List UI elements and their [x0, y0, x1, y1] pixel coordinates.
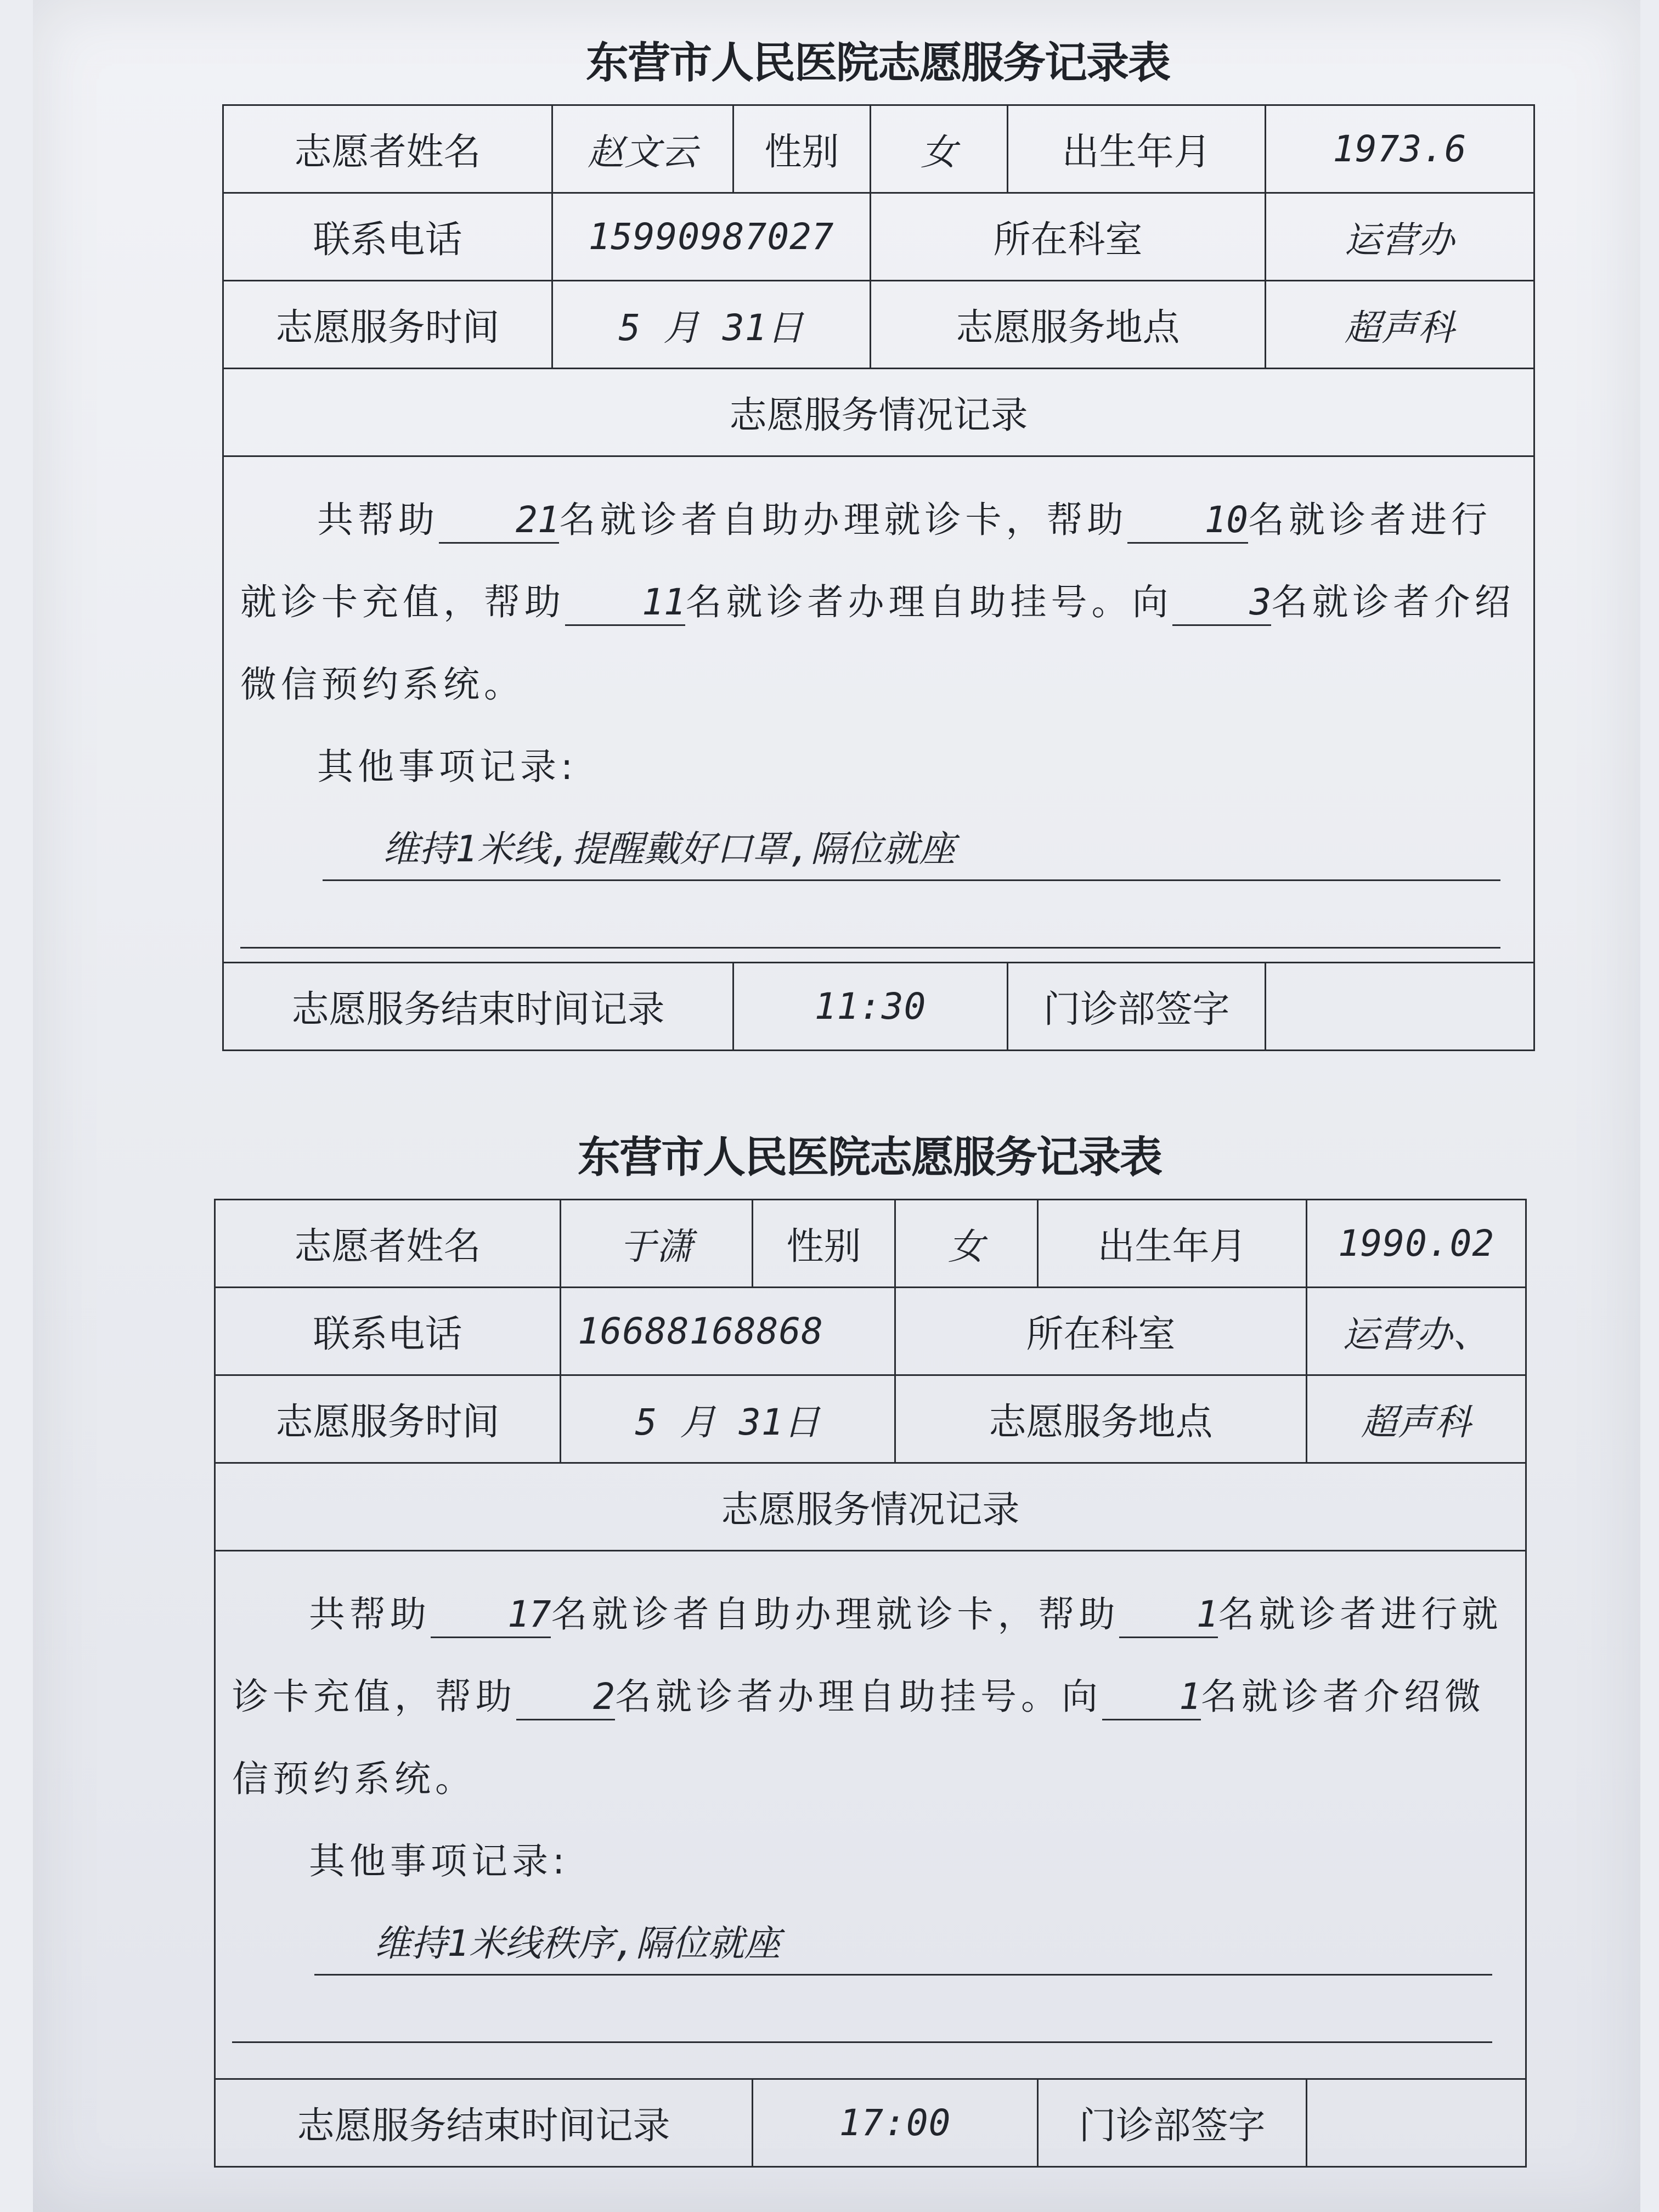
- label-other: 其他事项记录:: [317, 746, 578, 788]
- value-gender[interactable]: 女: [895, 1200, 1038, 1288]
- text-p5: 名就诊者介绍微信预约系统。: [232, 1675, 1485, 1800]
- label-record: 志愿服务情况记录: [223, 369, 1534, 456]
- count-register[interactable]: 11: [565, 580, 685, 626]
- row-name: [223, 105, 1534, 193]
- value-place[interactable]: 超声科: [1266, 281, 1534, 369]
- value-dept[interactable]: 运营办: [1266, 193, 1534, 281]
- text-p5: 名就诊者介绍微信预约系统。: [240, 581, 1515, 706]
- label-name: 志愿者姓名: [215, 1200, 561, 1288]
- row-record-body: [223, 456, 1534, 963]
- label-birth: 出生年月: [1038, 1200, 1307, 1288]
- record-body: [223, 456, 1534, 963]
- value-end-time[interactable]: 11:30: [733, 963, 1008, 1051]
- text-p3: 名就诊者进行就诊卡充值，帮助: [240, 499, 1492, 623]
- row-end: [223, 963, 1534, 1051]
- count-wechat[interactable]: 1: [1102, 1675, 1201, 1720]
- blank-line: [240, 881, 1500, 949]
- paper-sheet: [33, 0, 1640, 2212]
- label-record: 志愿服务情况记录: [215, 1463, 1526, 1551]
- row-record-header: [215, 1463, 1526, 1551]
- value-phone[interactable]: 16688168868: [561, 1288, 895, 1375]
- value-phone[interactable]: 15990987027: [552, 193, 871, 281]
- row-record-body: [215, 1551, 1526, 2079]
- label-name: 志愿者姓名: [223, 105, 552, 193]
- volunteer-record-form-2: [214, 1127, 1525, 2168]
- label-birth: 出生年月: [1008, 105, 1266, 193]
- value-name[interactable]: 赵文云: [552, 105, 733, 193]
- row-record-header: [223, 369, 1534, 456]
- count-wechat[interactable]: 3: [1172, 580, 1271, 626]
- row-time: [223, 281, 1534, 369]
- label-phone: 联系电话: [215, 1288, 561, 1375]
- value-other-note[interactable]: 维持1米线,提醒戴好口罩,隔位就座: [323, 808, 1500, 881]
- label-time: 志愿服务时间: [223, 281, 552, 369]
- text-p1: 共帮助: [309, 1593, 431, 1635]
- text-p3: 名就诊者进行就诊卡充值，帮助: [232, 1593, 1503, 1718]
- blank-line: [232, 1976, 1492, 2043]
- text-p1: 共帮助: [317, 499, 439, 541]
- form-table: [214, 1199, 1527, 2168]
- value-other-note[interactable]: 维持1米线秩序,隔位就座: [314, 1903, 1492, 1976]
- value-sign[interactable]: [1307, 2079, 1526, 2167]
- label-gender: 性别: [733, 105, 871, 193]
- value-sign[interactable]: [1266, 963, 1534, 1051]
- value-time[interactable]: 5 月 31日: [561, 1375, 895, 1463]
- text-p4: 名就诊者办理自助挂号。向: [615, 1675, 1102, 1718]
- volunteer-record-form-1: [222, 33, 1533, 1051]
- count-card[interactable]: 21: [439, 498, 559, 544]
- count-recharge[interactable]: 1: [1119, 1593, 1218, 1638]
- value-gender[interactable]: 女: [871, 105, 1008, 193]
- value-birth[interactable]: 1973.6: [1266, 105, 1534, 193]
- count-card[interactable]: 17: [431, 1593, 551, 1638]
- label-place: 志愿服务地点: [895, 1375, 1307, 1463]
- label-gender: 性别: [753, 1200, 895, 1288]
- row-time: [215, 1375, 1526, 1463]
- form-title: 东营市人民医院志愿服务记录表: [585, 38, 1170, 88]
- label-dept: 所在科室: [895, 1288, 1307, 1375]
- value-dept[interactable]: 运营办、: [1307, 1288, 1526, 1375]
- label-end-time: 志愿服务结束时间记录: [215, 2079, 753, 2167]
- value-name[interactable]: 于潇: [561, 1200, 753, 1288]
- row-phone: [215, 1288, 1526, 1375]
- value-time[interactable]: 5 月 31日: [552, 281, 871, 369]
- row-name: [215, 1200, 1526, 1288]
- count-recharge[interactable]: 10: [1127, 498, 1248, 544]
- value-birth[interactable]: 1990.02: [1307, 1200, 1526, 1288]
- form-title: 东营市人民医院志愿服务记录表: [577, 1132, 1161, 1182]
- label-sign: 门诊部签字: [1038, 2079, 1307, 2167]
- text-p4: 名就诊者办理自助挂号。向: [685, 581, 1173, 623]
- form-table: [222, 104, 1535, 1051]
- count-register[interactable]: 2: [516, 1675, 615, 1720]
- label-phone: 联系电话: [223, 193, 552, 281]
- value-place[interactable]: 超声科: [1307, 1375, 1526, 1463]
- text-p2: 名就诊者自助办理就诊卡，帮助: [559, 499, 1128, 541]
- record-body: [215, 1551, 1526, 2079]
- label-place: 志愿服务地点: [871, 281, 1266, 369]
- record-paragraph: [240, 479, 1517, 726]
- value-end-time[interactable]: 17:00: [753, 2079, 1038, 2167]
- label-other: 其他事项记录:: [309, 1840, 569, 1882]
- label-end-time: 志愿服务结束时间记录: [223, 963, 733, 1051]
- label-dept: 所在科室: [871, 193, 1266, 281]
- record-paragraph: [232, 1573, 1509, 1820]
- text-p2: 名就诊者自助办理就诊卡，帮助: [551, 1593, 1120, 1635]
- row-end: [215, 2079, 1526, 2167]
- row-phone: [223, 193, 1534, 281]
- label-time: 志愿服务时间: [215, 1375, 561, 1463]
- label-sign: 门诊部签字: [1008, 963, 1266, 1051]
